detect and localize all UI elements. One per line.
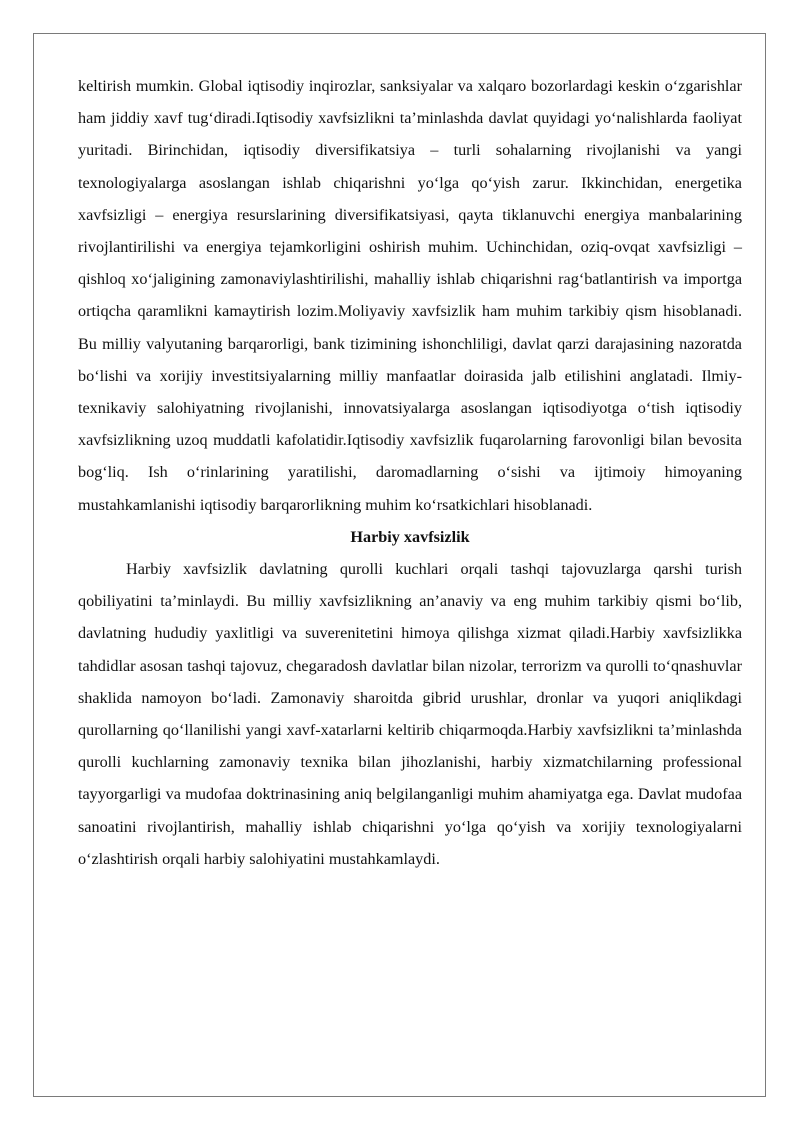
body-paragraph: keltirish mumkin. Global iqtisodiy inqirozlar, sanksiyalar va xalqaro bozorlardagi keskin o‘zgarishlar ham jiddiy xavf tug‘diradi.Iqtisodiy xavfsizlikni ta’minlashda davlat quyidagi yo‘nalishlarda faoliyat yuritadi. Birinchidan, iqtisodiy diversifikatsiya – turli sohalarning rivojlanishi va yangi texnologiyalarga asoslangan ishlab chiqarishni yo‘lga qo‘yish zarur. Ikkinchidan, energetika xavfsizligi – energiya resurslarining diversifikatsiyasi, qayta tiklanuvchi energiya manbalarining rivojlantirilishi va energiya tejamkorligini oshirish muhim. Uchinchidan, oziq-ovqat xavfsizligi – qishloq xo‘jaligining zamonaviylashtirilishi, mahalliy ishlab chiqarishni rag‘batlantirish va importga ortiqcha qaramlikni kamaytirish lozim.Moliyaviy xavfsizlik ham muhim tarkibiy qism hisoblanadi. Bu milliy valyutaning barqarorligi, bank tizimining ishonchliligi, davlat qarzi darajasining nazoratda bo‘lishi va xorijiy investitsiyalarning milliy manfaatlar doirasida jalb etilishini anglatadi. Ilmiy-texnikaviy salohiyatning rivojlanishi, innovatsiyalarga asoslangan iqtisodiyotga o‘tish iqtisodiy xavfsizlikning uzoq muddatli kafolatidir.Iqtisodiy xavfsizlik fuqarolarning farovonligi bilan bevosita bog‘liq. Ish o‘rinlarining yaratilishi, daromadlarning o‘sishi va ijtimoiy himoyaning mustahkamlanishi iqtisodiy barqarorlikning muhim ko‘rsatkichlari hisoblanadi. [78,77,742,514]
body-paragraph: Harbiy xavfsizlik davlatning qurolli kuchlari orqali tashqi tajovuzlarga qarshi turish qobiliyatini ta’minlaydi. Bu milliy xavfsizlikning an’anaviy va eng muhim tarkibiy qismi bo‘lib, davlatning hududiy yaxlitligi va suverenitetini himoya qilishga xizmat qiladi.Harbiy xavfsizlikka tahdidlar asosan tashqi tajovuz, chegaradosh davlatlar bilan nizolar, terrorizm va qurolli to‘qnashuvlar shaklida namoyon bo‘ladi. Zamonaviy sharoitda gibrid urushlar, dronlar va yuqori aniqlikdagi qurollarning qo‘llanilishi yangi xavf-xatarlarni keltirib chiqarmoqda.Harbiy xavfsizlikni ta’minlashda qurolli kuchlarning zamonaviy texnika bilan jihozlanishi, harbiy xizmatchilarning professional tayyorgarligi va mudofaa doktrinasining aniq belgilanganligi muhim ahamiyatga ega. Davlat mudofaa sanoatini rivojlantirish, mahalliy ishlab chiqarishni yo‘lga qo‘yish va xorijiy texnologiyalarni o‘zlashtirish orqali harbiy salohiyatini mustahkamlaydi. [78,560,742,868]
section-heading: Harbiy xavfsizlik [350,527,470,546]
document-body [78,70,742,875]
